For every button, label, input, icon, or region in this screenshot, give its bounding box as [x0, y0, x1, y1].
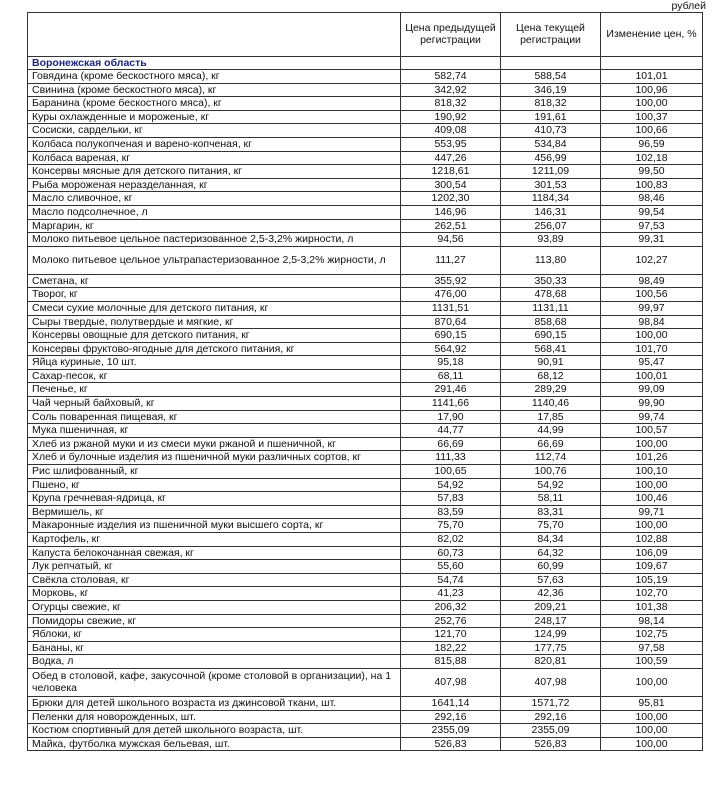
price-change: 106,09	[601, 546, 703, 560]
current-price: 64,32	[501, 546, 601, 560]
prev-price: 111,27	[401, 246, 501, 274]
table-row	[28, 641, 703, 655]
region-empty-cell	[401, 57, 501, 70]
product-name: Свинина (кроме бескостного мяса), кг	[28, 83, 401, 97]
table-row	[28, 383, 703, 397]
current-price: 256,07	[501, 219, 601, 233]
prev-price: 564,92	[401, 342, 501, 356]
region-row	[28, 57, 703, 70]
table-row	[28, 724, 703, 738]
product-name: Помидоры свежие, кг	[28, 614, 401, 628]
product-name: Картофель, кг	[28, 533, 401, 547]
prev-price: 342,92	[401, 83, 501, 97]
product-name: Консервы мясные для детского питания, кг	[28, 165, 401, 179]
prev-price: 68,11	[401, 369, 501, 383]
product-name: Пеленки для новорожденных, шт.	[28, 710, 401, 724]
product-name: Баранина (кроме бескостного мяса), кг	[28, 97, 401, 111]
prev-price: 146,96	[401, 205, 501, 219]
product-name: Говядина (кроме бескостного мяса), кг	[28, 70, 401, 84]
price-change: 99,90	[601, 397, 703, 411]
table-row	[28, 560, 703, 574]
product-name: Сахар-песок, кг	[28, 369, 401, 383]
price-change: 100,56	[601, 288, 703, 302]
table-row	[28, 315, 703, 329]
current-price: 84,34	[501, 533, 601, 547]
product-name: Хлеб из ржаной муки и из смеси муки ржаной и пшеничной, кг	[28, 437, 401, 451]
product-name: Хлеб и булочные изделия из пшеничной муки различных сортов, кг	[28, 451, 401, 465]
price-change: 98,46	[601, 192, 703, 206]
table-row	[28, 737, 703, 751]
current-price: 58,11	[501, 492, 601, 506]
prev-price: 553,95	[401, 137, 501, 151]
table-row	[28, 288, 703, 302]
price-change: 102,70	[601, 587, 703, 601]
prev-price: 355,92	[401, 274, 501, 288]
table-row	[28, 124, 703, 138]
price-change: 97,53	[601, 219, 703, 233]
price-change: 100,59	[601, 655, 703, 669]
current-price: 17,85	[501, 410, 601, 424]
price-change: 100,01	[601, 369, 703, 383]
price-change: 100,00	[601, 97, 703, 111]
current-price: 1571,72	[501, 696, 601, 710]
price-change: 97,58	[601, 641, 703, 655]
prev-price: 1141,66	[401, 397, 501, 411]
table-row	[28, 505, 703, 519]
current-price: 1131,11	[501, 301, 601, 315]
table-row	[28, 655, 703, 669]
prev-price: 83,59	[401, 505, 501, 519]
price-change: 96,59	[601, 137, 703, 151]
price-change: 102,88	[601, 533, 703, 547]
prev-price: 407,98	[401, 668, 501, 696]
current-price: 301,53	[501, 178, 601, 192]
table-row	[28, 233, 703, 247]
product-name: Костюм спортивный для детей школьного возраста, шт.	[28, 724, 401, 738]
current-price: 66,69	[501, 437, 601, 451]
current-price: 350,33	[501, 274, 601, 288]
prev-price: 17,90	[401, 410, 501, 424]
price-change: 100,00	[601, 710, 703, 724]
product-name: Масло подсолнечное, л	[28, 205, 401, 219]
prev-price: 476,00	[401, 288, 501, 302]
table-row	[28, 587, 703, 601]
table-row	[28, 165, 703, 179]
table-header-row	[28, 13, 703, 57]
product-name: Колбаса полукопченая и варено-копченая, кг	[28, 137, 401, 151]
table-row	[28, 274, 703, 288]
current-price: 68,12	[501, 369, 601, 383]
table-row	[28, 329, 703, 343]
table-row	[28, 668, 703, 696]
prev-price: 206,32	[401, 600, 501, 614]
price-change: 100,00	[601, 724, 703, 738]
prev-price: 82,02	[401, 533, 501, 547]
price-change: 99,09	[601, 383, 703, 397]
region-name: Воронежская область	[28, 57, 401, 70]
table-row	[28, 178, 703, 192]
prev-price: 57,83	[401, 492, 501, 506]
table-row	[28, 614, 703, 628]
price-change: 102,18	[601, 151, 703, 165]
product-name: Яйца куриные, 10 шт.	[28, 356, 401, 370]
table-row	[28, 110, 703, 124]
current-price: 113,80	[501, 246, 601, 274]
table-row	[28, 600, 703, 614]
table-row	[28, 465, 703, 479]
price-table	[27, 12, 703, 751]
prev-price: 300,54	[401, 178, 501, 192]
header-prev-price: Цена предыдущей регистрации	[401, 13, 501, 57]
prev-price: 818,32	[401, 97, 501, 111]
prev-price: 100,65	[401, 465, 501, 479]
price-change: 102,75	[601, 628, 703, 642]
table-row	[28, 437, 703, 451]
price-change: 109,67	[601, 560, 703, 574]
current-price: 93,89	[501, 233, 601, 247]
price-change: 101,01	[601, 70, 703, 84]
product-name: Лук репчатый, кг	[28, 560, 401, 574]
price-change: 98,14	[601, 614, 703, 628]
prev-price: 252,76	[401, 614, 501, 628]
product-name: Яблоки, кг	[28, 628, 401, 642]
current-price: 346,19	[501, 83, 601, 97]
price-change: 100,00	[601, 329, 703, 343]
product-name: Водка, л	[28, 655, 401, 669]
current-price: 209,21	[501, 600, 601, 614]
product-name: Крупа гречневая-ядрица, кг	[28, 492, 401, 506]
prev-price: 526,83	[401, 737, 501, 751]
current-price: 75,70	[501, 519, 601, 533]
prev-price: 2355,09	[401, 724, 501, 738]
price-change: 99,74	[601, 410, 703, 424]
table-row	[28, 97, 703, 111]
current-price: 177,75	[501, 641, 601, 655]
table-row	[28, 205, 703, 219]
price-change: 105,19	[601, 573, 703, 587]
prev-price: 582,74	[401, 70, 501, 84]
table-row	[28, 573, 703, 587]
table-row	[28, 219, 703, 233]
current-price: 90,91	[501, 356, 601, 370]
table-row	[28, 533, 703, 547]
product-name: Печенье, кг	[28, 383, 401, 397]
price-change: 99,71	[601, 505, 703, 519]
product-name: Маргарин, кг	[28, 219, 401, 233]
prev-price: 815,88	[401, 655, 501, 669]
table-row	[28, 710, 703, 724]
table-row	[28, 546, 703, 560]
prev-price: 111,33	[401, 451, 501, 465]
product-name: Майка, футболка мужская бельевая, шт.	[28, 737, 401, 751]
table-row	[28, 397, 703, 411]
table-body	[28, 57, 703, 751]
prev-price: 44,77	[401, 424, 501, 438]
region-empty-cell	[501, 57, 601, 70]
current-price: 1140,46	[501, 397, 601, 411]
product-name: Сыры твердые, полутвердые и мягкие, кг	[28, 315, 401, 329]
prev-price: 1202,30	[401, 192, 501, 206]
current-price: 690,15	[501, 329, 601, 343]
price-change: 100,00	[601, 668, 703, 696]
current-price: 456,99	[501, 151, 601, 165]
prev-price: 447,26	[401, 151, 501, 165]
table-row	[28, 424, 703, 438]
product-name: Масло сливочное, кг	[28, 192, 401, 206]
current-price: 478,68	[501, 288, 601, 302]
prev-price: 1641,14	[401, 696, 501, 710]
prev-price: 95,18	[401, 356, 501, 370]
table-row	[28, 342, 703, 356]
table-row	[28, 628, 703, 642]
price-change: 101,38	[601, 600, 703, 614]
price-change: 95,81	[601, 696, 703, 710]
product-name: Сосиски, сардельки, кг	[28, 124, 401, 138]
price-change: 100,00	[601, 737, 703, 751]
price-change: 95,47	[601, 356, 703, 370]
table-row	[28, 696, 703, 710]
prev-price: 1218,61	[401, 165, 501, 179]
table-row	[28, 301, 703, 315]
price-change: 99,50	[601, 165, 703, 179]
product-name: Морковь, кг	[28, 587, 401, 601]
table-row	[28, 246, 703, 274]
table-row	[28, 137, 703, 151]
product-name: Молоко питьевое цельное пастеризованное 2,5-3,2% жирности, л	[28, 233, 401, 247]
header-current-price: Цена текущей регистрации	[501, 13, 601, 57]
prev-price: 54,74	[401, 573, 501, 587]
product-name: Мука пшеничная, кг	[28, 424, 401, 438]
product-name: Смеси сухие молочные для детского питания, кг	[28, 301, 401, 315]
prev-price: 75,70	[401, 519, 501, 533]
current-price: 568,41	[501, 342, 601, 356]
header-product	[28, 13, 401, 57]
product-name: Молоко питьевое цельное ультрапастеризованное 2,5-3,2% жирности, л	[28, 246, 401, 274]
price-change: 101,26	[601, 451, 703, 465]
price-change: 100,00	[601, 437, 703, 451]
current-price: 818,32	[501, 97, 601, 111]
region-empty-cell	[601, 57, 703, 70]
table-row	[28, 519, 703, 533]
header-price-change: Изменение цен, %	[601, 13, 703, 57]
price-change: 101,70	[601, 342, 703, 356]
table-row	[28, 70, 703, 84]
current-price: 44,99	[501, 424, 601, 438]
price-change: 99,31	[601, 233, 703, 247]
price-change: 99,97	[601, 301, 703, 315]
product-name: Макаронные изделия из пшеничной муки высшего сорта, кг	[28, 519, 401, 533]
table-row	[28, 451, 703, 465]
price-change: 98,84	[601, 315, 703, 329]
current-price: 410,73	[501, 124, 601, 138]
product-name: Вермишель, кг	[28, 505, 401, 519]
current-price: 57,63	[501, 573, 601, 587]
table-row	[28, 492, 703, 506]
price-change: 100,57	[601, 424, 703, 438]
prev-price: 690,15	[401, 329, 501, 343]
prev-price: 182,22	[401, 641, 501, 655]
product-name: Рис шлифованный, кг	[28, 465, 401, 479]
prev-price: 1131,51	[401, 301, 501, 315]
product-name: Свёкла столовая, кг	[28, 573, 401, 587]
current-price: 526,83	[501, 737, 601, 751]
current-price: 1184,34	[501, 192, 601, 206]
product-name: Обед в столовой, кафе, закусочной (кроме столовой в организации), на 1 человека	[28, 668, 401, 696]
prev-price: 54,92	[401, 478, 501, 492]
prev-price: 121,70	[401, 628, 501, 642]
current-price: 248,17	[501, 614, 601, 628]
prev-price: 292,16	[401, 710, 501, 724]
price-change: 100,96	[601, 83, 703, 97]
table-row	[28, 83, 703, 97]
prev-price: 870,64	[401, 315, 501, 329]
current-price: 289,29	[501, 383, 601, 397]
product-name: Чай черный байховый, кг	[28, 397, 401, 411]
product-name: Пшено, кг	[28, 478, 401, 492]
current-price: 54,92	[501, 478, 601, 492]
price-change: 100,83	[601, 178, 703, 192]
current-price: 60,99	[501, 560, 601, 574]
price-change: 100,00	[601, 519, 703, 533]
prev-price: 94,56	[401, 233, 501, 247]
current-price: 146,31	[501, 205, 601, 219]
prev-price: 190,92	[401, 110, 501, 124]
current-price: 124,99	[501, 628, 601, 642]
price-change: 98,49	[601, 274, 703, 288]
prev-price: 66,69	[401, 437, 501, 451]
prev-price: 55,60	[401, 560, 501, 574]
current-price: 534,84	[501, 137, 601, 151]
current-price: 858,68	[501, 315, 601, 329]
current-price: 42,36	[501, 587, 601, 601]
product-name: Сметана, кг	[28, 274, 401, 288]
price-change: 100,46	[601, 492, 703, 506]
product-name: Консервы овощные для детского питания, кг	[28, 329, 401, 343]
prev-price: 409,08	[401, 124, 501, 138]
current-price: 100,76	[501, 465, 601, 479]
product-name: Огурцы свежие, кг	[28, 600, 401, 614]
prev-price: 41,23	[401, 587, 501, 601]
product-name: Соль поваренная пищевая, кг	[28, 410, 401, 424]
current-price: 83,31	[501, 505, 601, 519]
table-row	[28, 356, 703, 370]
price-change: 100,66	[601, 124, 703, 138]
current-price: 292,16	[501, 710, 601, 724]
price-change: 99,54	[601, 205, 703, 219]
product-name: Рыба мороженая неразделанная, кг	[28, 178, 401, 192]
table-row	[28, 478, 703, 492]
product-name: Творог, кг	[28, 288, 401, 302]
current-price: 1211,09	[501, 165, 601, 179]
current-price: 588,54	[501, 70, 601, 84]
price-change: 100,10	[601, 465, 703, 479]
product-name: Брюки для детей школьного возраста из джинсовой ткани, шт.	[28, 696, 401, 710]
table-row	[28, 192, 703, 206]
price-change: 102,27	[601, 246, 703, 274]
table-row	[28, 369, 703, 383]
price-change: 100,00	[601, 478, 703, 492]
product-name: Колбаса вареная, кг	[28, 151, 401, 165]
prev-price: 60,73	[401, 546, 501, 560]
current-price: 407,98	[501, 668, 601, 696]
product-name: Бананы, кг	[28, 641, 401, 655]
current-price: 820,81	[501, 655, 601, 669]
table-row	[28, 410, 703, 424]
unit-label: рублей	[671, 0, 706, 12]
current-price: 2355,09	[501, 724, 601, 738]
prev-price: 262,51	[401, 219, 501, 233]
table-row	[28, 151, 703, 165]
current-price: 191,61	[501, 110, 601, 124]
product-name: Консервы фруктово-ягодные для детского питания, кг	[28, 342, 401, 356]
prev-price: 291,46	[401, 383, 501, 397]
price-change: 100,37	[601, 110, 703, 124]
current-price: 112,74	[501, 451, 601, 465]
product-name: Капуста белокочанная свежая, кг	[28, 546, 401, 560]
product-name: Куры охлажденные и мороженые, кг	[28, 110, 401, 124]
